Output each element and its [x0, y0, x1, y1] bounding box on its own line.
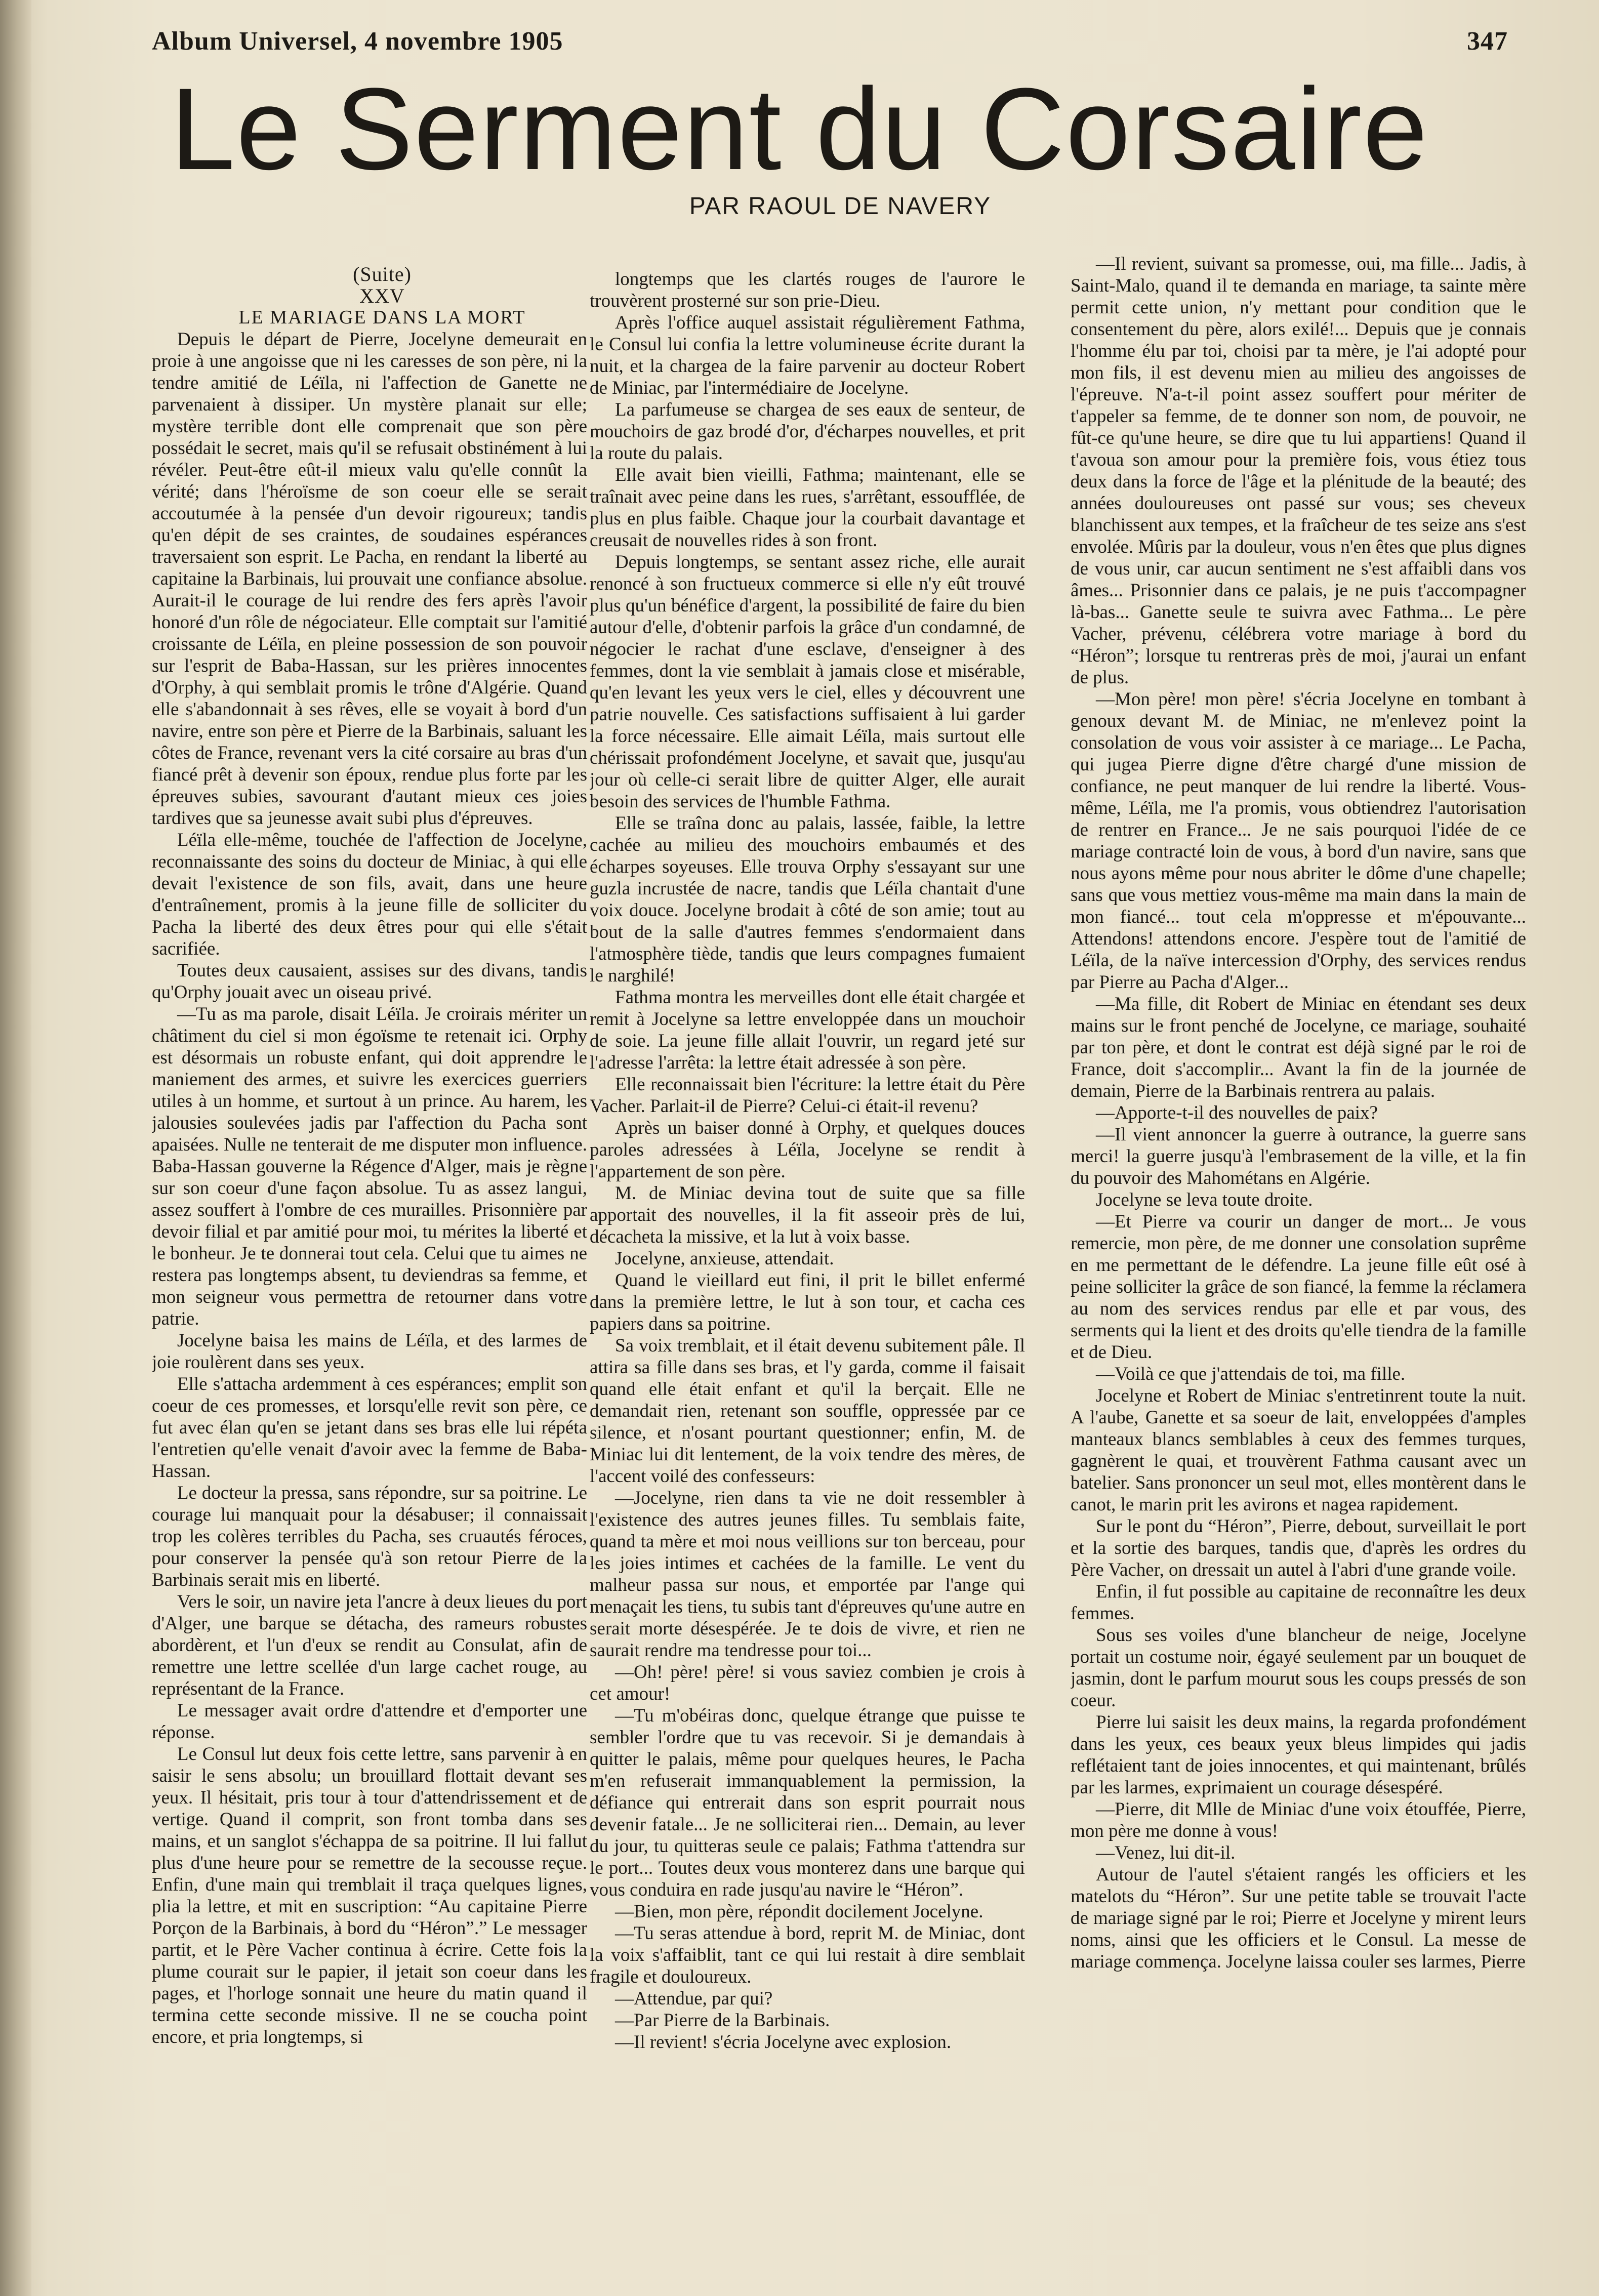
paragraph: Autour de l'autel s'étaient rangés les officiers et les matelots du “Héron”. Sur une petite table se trouvait l'acte de mariage signé par le roi; Pierre et Jocelyne y mirent leurs noms, ainsi que les officiers et le Consul. La messe de mariage commença. Jocelyne laissa couler ses larmes, Pierre	[1071, 1864, 1526, 1972]
paragraph: —Par Pierre de la Barbinais.	[615, 2010, 830, 2031]
paragraph: Sous ses voiles d'une blancheur de neige, Jocelyne portait un costume noir, égayé seulement par un bouquet de jasmin, dont le parfum mourut sous les coups pressés de son coeur.	[1071, 1625, 1526, 1711]
paragraph: La parfumeuse se chargea de ses eaux de senteur, de mouchoirs de gaz brodé d'or, d'écharpes nouvelles, et prit la route du palais.	[590, 399, 1025, 464]
publication-date: Album Universel, 4 novembre 1905	[152, 27, 563, 56]
paragraph: Jocelyne et Robert de Miniac s'entretinrent toute la nuit. A l'aube, Ganette et sa soeur de lait, enveloppées d'amples manteaux blancs semblables à ceux des femmes turques, gagnèrent le quai, et trouvèrent Fathma causant avec un batelier. Sans prononcer un seul mot, elles montèrent dans le canot, le marin prit les avirons et nagea rapidement.	[1071, 1385, 1526, 1515]
paragraph: Le docteur la pressa, sans répondre, sur sa poitrine. Le courage lui manquait pour la désabuser; il connaissait trop les colères terribles du Pacha, ses cruautés féroces, pour conserver la pensée qu'à son retour Pierre de la Barbinais serait mis en liberté.	[152, 1483, 587, 1590]
paragraph: Quand le vieillard eut fini, il prit le billet enfermé dans la première lettre, le lut à son tour, et cacha ces papiers dans sa poitrine.	[590, 1270, 1025, 1334]
paragraph: Depuis le départ de Pierre, Jocelyne demeurait en proie à une angoisse que ni les caresses de son père, ni la tendre amitié de Léïla, ni l'affection de Ganette ne parvenaient à dissiper. Un mystère planait sur elle; mystère terrible dont elle comprenait que son père possédait le secret, mais qu'il se refusait obstinément à lui révéler. Peut-être eût-il mieux valu qu'elle connût la vérité; dans l'héroïsme de son coeur elle se serait accoutumée à la pensée d'un devoir rigoureux; tandis qu'en dépit de ses craintes, de soudaines espérances traversaient son esprit. Le Pacha, en rendant la liberté au capitaine la Barbinais, lui prouvait une confiance absolue. Aurait-il le courage de lui rendre des fers après l'avoir honoré d'un rôle de négociateur. Elle comptait sur l'amitié croissante de Léïla, en pleine possession de son pouvoir sur l'esprit de Baba-Hassan, sur les prières innocentes d'Orphy, à qui semblait promis le trône d'Algérie. Quand elle s'abandonnait à ses rêves, elle se voyait à bord d'un navire, entre son père et Pierre de la Barbinais, saluant les côtes de France, revenant vers la cité corsaire au bras d'un fiancé prêt à devenir son époux, rendue plus forte par les épreuves subies, savourant d'autant mieux ces joies tardives que sa jeunesse avait subi plus d'épreuves.	[152, 329, 587, 829]
paragraph: —Mon père! mon père! s'écria Jocelyne en tombant à genoux devant M. de Miniac, ne m'enlevez point la consolation de vous voir assister à ce mariage... Le Pacha, qui jugea Pierre digne d'être chargé d'une mission de confiance, ne peut manquer de lui rendre la liberté. Vous-même, Léïla, me l'a promis, vous obtiendrez l'autorisation de rentrer en France... Je ne sais pourquoi l'idée de ce mariage contracté loin de vous, à bord d'un navire, sans que nous ayons même pour nous abriter le dôme d'une chapelle; sans que vous mettiez vous-même ma main dans la main de mon fiancé... tout cela m'oppresse et m'épouvante... Attendons! attendons encore. J'espère tout de l'amitié de Léïla, de la naïve intercession d'Orphy, des services rendus par Pierre au Pacha d'Alger...	[1071, 689, 1526, 993]
paragraph: Après l'office auquel assistait régulièrement Fathma, le Consul lui confia la lettre volumineuse écrite durant la nuit, et la chargea de la faire parvenir au docteur Robert de Miniac, par l'intermédiaire de Jocelyne.	[590, 312, 1025, 398]
paragraph: —Il revient, suivant sa promesse, oui, ma fille... Jadis, à Saint-Malo, quand il te demanda en mariage, ta sainte mère permit cette union, n'y mettant pour condition que le consentement du père, alors exilé!... Depuis que je connais l'homme élu par toi, choisi par ta mère, je l'ai adopté pour mon fils, il est devenu mien au milieu des angoisses de l'épreuve. N'a-t-il point assez souffert pour mériter de t'appeler sa femme, de te donner son nom, de pouvoir, ne fût-ce qu'une heure, se dire que tu lui appartiens! Quand il t'avoua son amour pour la première fois, vous étiez tous deux dans la force de l'âge et la plénitude de la beauté; des années douloureuses ont passé sur vous; ses cheveux blanchissent aux tempes, et la fraîcheur de tes seize ans s'est envolée. Mûris par la douleur, vous n'en êtes que plus dignes de vous unir, car aucun sentiment ne s'est affaibli dans vos âmes... Prisonnier dans ce palais, je ne puis t'accompagner là-bas... Ganette seule te suivra avec Fathma... Le père Vacher, prévenu, célébrera votre mariage à bord du “Héron”; lorsque tu rentreras près de moi, j'aurai un enfant de plus.	[1071, 254, 1526, 688]
paragraph: —Tu as ma parole, disait Léïla. Je croirais mériter un châtiment du ciel si mon égoïsme te retenait ici. Orphy est désormais un robuste enfant, qui doit apprendre le maniement des armes, et suivre les exercices guerriers utiles à un homme, et surtout à un prince. Au harem, les jalousies soulevées jadis par l'affection du Pacha sont apaisées. Nulle ne tenterait de me disputer mon influence. Baba-Hassan gouverne la Régence d'Alger, mais je règne sur son coeur d'une façon absolue. Tu as assez langui, assez souffert à l'ombre de ces murailles. Prisonnière par devoir filial et par amitié pour moi, tu mérites la liberté et le bonheur. Je te donnerai tout cela. Celui que tu aimes ne restera pas longtemps absent, tu deviendras sa femme, et mon seigneur vous permettra de retourner dans votre patrie.	[152, 1004, 587, 1329]
paragraph: —Pierre, dit Mlle de Miniac d'une voix étouffée, Pierre, mon père me donne à vous!	[1071, 1799, 1526, 1841]
paragraph: Vers le soir, un navire jeta l'ancre à deux lieues du port d'Alger, une barque se détacha, des rameurs robustes abordèrent, et l'un d'eux se rendit au Consulat, afin de remettre une lettre scellée d'un large cachet rouge, au représentant de la France.	[152, 1591, 587, 1699]
text-column-1	[152, 263, 587, 2273]
story-title: Le Serment du Corsaire	[170, 64, 1429, 194]
paragraph: —Et Pierre va courir un danger de mort... Je vous remercie, mon père, de me donner une consolation suprême en me permettant de le défendre. La jeune fille eût osé à peine solliciter la grâce de son fiancé, la femme la réclamera au nom des services rendus par elle et par vous, des serments qui la lient et des droits qu'elle tiendra de la famille et de Dieu.	[1071, 1211, 1526, 1363]
paragraph: Sa voix tremblait, et il était devenu subitement pâle. Il attira sa fille dans ses bras, et l'y garda, comme il faisait quand elle était enfant et qu'il la berçait. Elle ne demandait rien, retenant son souffle, oppressée par ce silence, et n'osant pourtant questionner; enfin, M. de Miniac lui dit lentement, de la voix tendre des mères, de l'accent voilé des confesseurs:	[590, 1335, 1025, 1487]
paragraph: Le Consul lut deux fois cette lettre, sans parvenir à en saisir le sens absolu; un brouillard flottait devant ses yeux. Il hésitait, pris tour à tour d'attendrissement et de vertige. Quand il comprit, son front tomba dans ses mains, et un sanglot s'échappa de sa poitrine. Il lui fallut plus d'une heure pour se remettre de la secousse reçue. Enfin, d'une main qui tremblait il traça quelques lignes, plia la lettre, et mit en suscription: “Au capitaine Pierre Porçon de la Barbinais, à bord du “Héron”.” Le messager partit, et le Père Vacher continua à écrire. Cette fois la plume courait sur le papier, il jetait son coeur dans les pages, et l'horloge sonnait une heure du matin quand il termina cette seconde missive. Il ne se coucha point encore, et pria longtemps, si	[152, 1744, 587, 2047]
paragraph: Léïla elle-même, touchée de l'affection de Jocelyne, reconnaissante des soins du docteur de Miniac, à qui elle devait l'existence de son fils, avait, dans une heure d'entraînement, promis à la jeune fille de solliciter du Pacha la liberté des deux êtres pour qui elle s'était sacrifiée.	[152, 830, 587, 959]
paragraph: —Oh! père! père! si vous saviez combien je crois à cet amour!	[590, 1662, 1025, 1704]
paragraph: —Voilà ce que j'attendais de toi, ma fille.	[1096, 1364, 1406, 1384]
paragraph: —Attendue, par qui?	[615, 1988, 773, 2009]
paragraph: Elle reconnaissait bien l'écriture: la lettre était du Père Vacher. Parlait-il de Pierre? Celui-ci était-il revenu?	[590, 1074, 1025, 1117]
paragraph: Jocelyne, anxieuse, attendait.	[615, 1248, 834, 1269]
paragraph: —Tu m'obéiras donc, quelque étrange que puisse te sembler l'ordre que tu vas recevoir. Si je demandais à quitter le palais, même pour quelques heures, le Pacha m'en refuserait immanquablement la permission, la défiance qui entrerait dans son esprit pourrait nous devenir fatale... Je ne solliciterai rien... Demain, au lever du jour, tu quitteras seule ce palais; Fathma t'attendra sur le port... Toutes deux vous monterez dans une barque qui vous conduira en rade jusqu'au navire le “Héron”.	[590, 1705, 1025, 1900]
paragraph: Depuis longtemps, se sentant assez riche, elle aurait renoncé à son fructueux commerce si elle n'y eût trouvé plus qu'un bénéfice d'argent, la possibilité de faire du bien autour d'elle, d'obtenir parfois la grâce d'un condamné, de négocier le rachat d'une esclave, d'enseigner à des femmes, dont la vie semblait à jamais close et misérable, qu'en levant les yeux vers le ciel, elles y découvrent une patrie nouvelle. Ces satisfactions suffisaient à lui garder la force nécessaire. Elle aimait Léïla, mais surtout elle chérissait profondément Jocelyne, et savait que, jusqu'au jour où celle-ci serait libre de quitter Alger, elle aurait besoin des services de l'humble Fathma.	[590, 552, 1025, 812]
column-1-body	[152, 329, 587, 2048]
chapter-number: XXV	[359, 284, 405, 307]
paragraph: Enfin, il fut possible au capitaine de reconnaître les deux femmes.	[1071, 1581, 1526, 1624]
column-2-body	[590, 268, 1025, 2053]
paragraph: Jocelyne se leva toute droite.	[1096, 1190, 1313, 1210]
paragraph: —Apporte-t-il des nouvelles de paix?	[1096, 1102, 1378, 1123]
paragraph: Après un baiser donné à Orphy, et quelques douces paroles adressées à Léïla, Jocelyne se rendit à l'appartement de son père.	[590, 1118, 1025, 1182]
paragraph: Le messager avait ordre d'attendre et d'emporter une réponse.	[152, 1700, 587, 1743]
paragraph: Toutes deux causaient, assises sur des divans, tandis qu'Orphy jouait avec un oiseau privé.	[152, 960, 587, 1003]
paragraph: —Ma fille, dit Robert de Miniac en étendant ses deux mains sur le front penché de Jocelyne, ce mariage, souhaité par ton père, et dont le contrat est déjà signé par le roi de France, doit s'accomplir... Avant la fin de la journée de demain, Pierre de la Barbinais rentrera au palais.	[1071, 994, 1526, 1101]
paragraph: Elle se traîna donc au palais, lassée, faible, la lettre cachée au milieu des mouchoirs embaumés et des écharpes soyeuses. Elle trouva Orphy s'essayant sur une guzla incrustée de nacre, tandis que Léïla chantait d'une voix douce. Jocelyne brodait à côté de son amie; tout au bout de la salle d'autres femmes s'endormaient dans l'atmosphère tiède, tandis que leurs compagnes fumaient le narghilé!	[590, 813, 1025, 986]
paragraph: longtemps que les clartés rouges de l'aurore le trouvèrent prosterné sur son prie-Dieu.	[590, 269, 1025, 311]
paragraph: Pierre lui saisit les deux mains, la regarda profondément dans les yeux, ces beaux yeux bleus limpides qui jadis reflétaient tant de joies innocentes, et qui maintenant, brûlés par les larmes, exprimaient un courage désespéré.	[1071, 1712, 1526, 1798]
suite-label: (Suite)	[353, 263, 412, 285]
paragraph: Fathma montra les merveilles dont elle était chargée et remit à Jocelyne sa lettre enveloppée dans un mouchoir de soie. La jeune fille allait l'ouvrir, un regard jeté sur l'adresse l'arrêta: la lettre était adressée à son père.	[590, 987, 1025, 1073]
paragraph: Elle s'attacha ardemment à ces espérances; emplit son coeur de ces promesses, et lorsqu'elle revit son père, ce fut avec élan qu'en se jetant dans ses bras elle lui répéta l'entretien qu'elle venait d'avoir avec la femme de Baba-Hassan.	[152, 1374, 587, 1482]
paragraph: M. de Miniac devina tout de suite que sa fille apportait des nouvelles, il la fit asseoir près de lui, décacheta la missive, et la lut à voix basse.	[590, 1183, 1025, 1247]
running-header	[152, 26, 1508, 62]
page-number: 347	[1467, 27, 1508, 56]
paragraph: —Tu seras attendue à bord, reprit M. de Miniac, dont la voix s'affaiblit, tant ce qui lui restait à dire semblait fragile et douloureux.	[590, 1923, 1025, 1987]
paragraph: Elle avait bien vieilli, Fathma; maintenant, elle se traînait avec peine dans les rues, s'arrêtant, essoufflée, de plus en plus faible. Chaque jour la courbait davantage et creusait de nouvelles rides à son front.	[590, 465, 1025, 551]
column-3-body	[1071, 253, 1526, 1973]
author-byline: PAR RAOUL DE NAVERY	[689, 193, 992, 220]
chapter-title: LE MARIAGE DANS LA MORT	[238, 307, 526, 328]
paragraph: —Jocelyne, rien dans ta vie ne doit ressembler à l'existence des autres jeunes filles. Tu semblais faite, quand ta mère et moi nous veillions sur ton berceau, pour les joies intimes et cachées de la famille. Le vent du malheur passa sur nous, et emportée par l'ange qui menaçait les tiens, tu subis tant d'épreuves qu'une autre en serait morte désespérée. Je te dois de vivre, et rien ne saurait rendre ma tendresse pour toi...	[590, 1488, 1025, 1661]
text-column-3	[1071, 253, 1526, 2263]
paragraph: —Venez, lui dit-il.	[1096, 1842, 1236, 1863]
book-binding-edge	[0, 0, 31, 2296]
paragraph: Sur le pont du “Héron”, Pierre, debout, surveillait le port et la sortie des barques, tandis que, d'après les ordres du Père Vacher, on dressait un autel à l'abri d'une grande voile.	[1071, 1516, 1526, 1580]
paragraph: —Il revient! s'écria Jocelyne avec explosion.	[615, 2032, 952, 2053]
text-column-2	[590, 268, 1025, 2278]
paragraph: —Il vient annoncer la guerre à outrance, la guerre sans merci! la guerre jusqu'à l'embrasement de la ville, et la fin du pouvoir des Mahométans en Algérie.	[1071, 1124, 1526, 1188]
paragraph: —Bien, mon père, répondit docilement Jocelyne.	[615, 1901, 983, 1922]
paragraph: Jocelyne baisa les mains de Léïla, et des larmes de joie roulèrent dans ses yeux.	[152, 1330, 587, 1373]
